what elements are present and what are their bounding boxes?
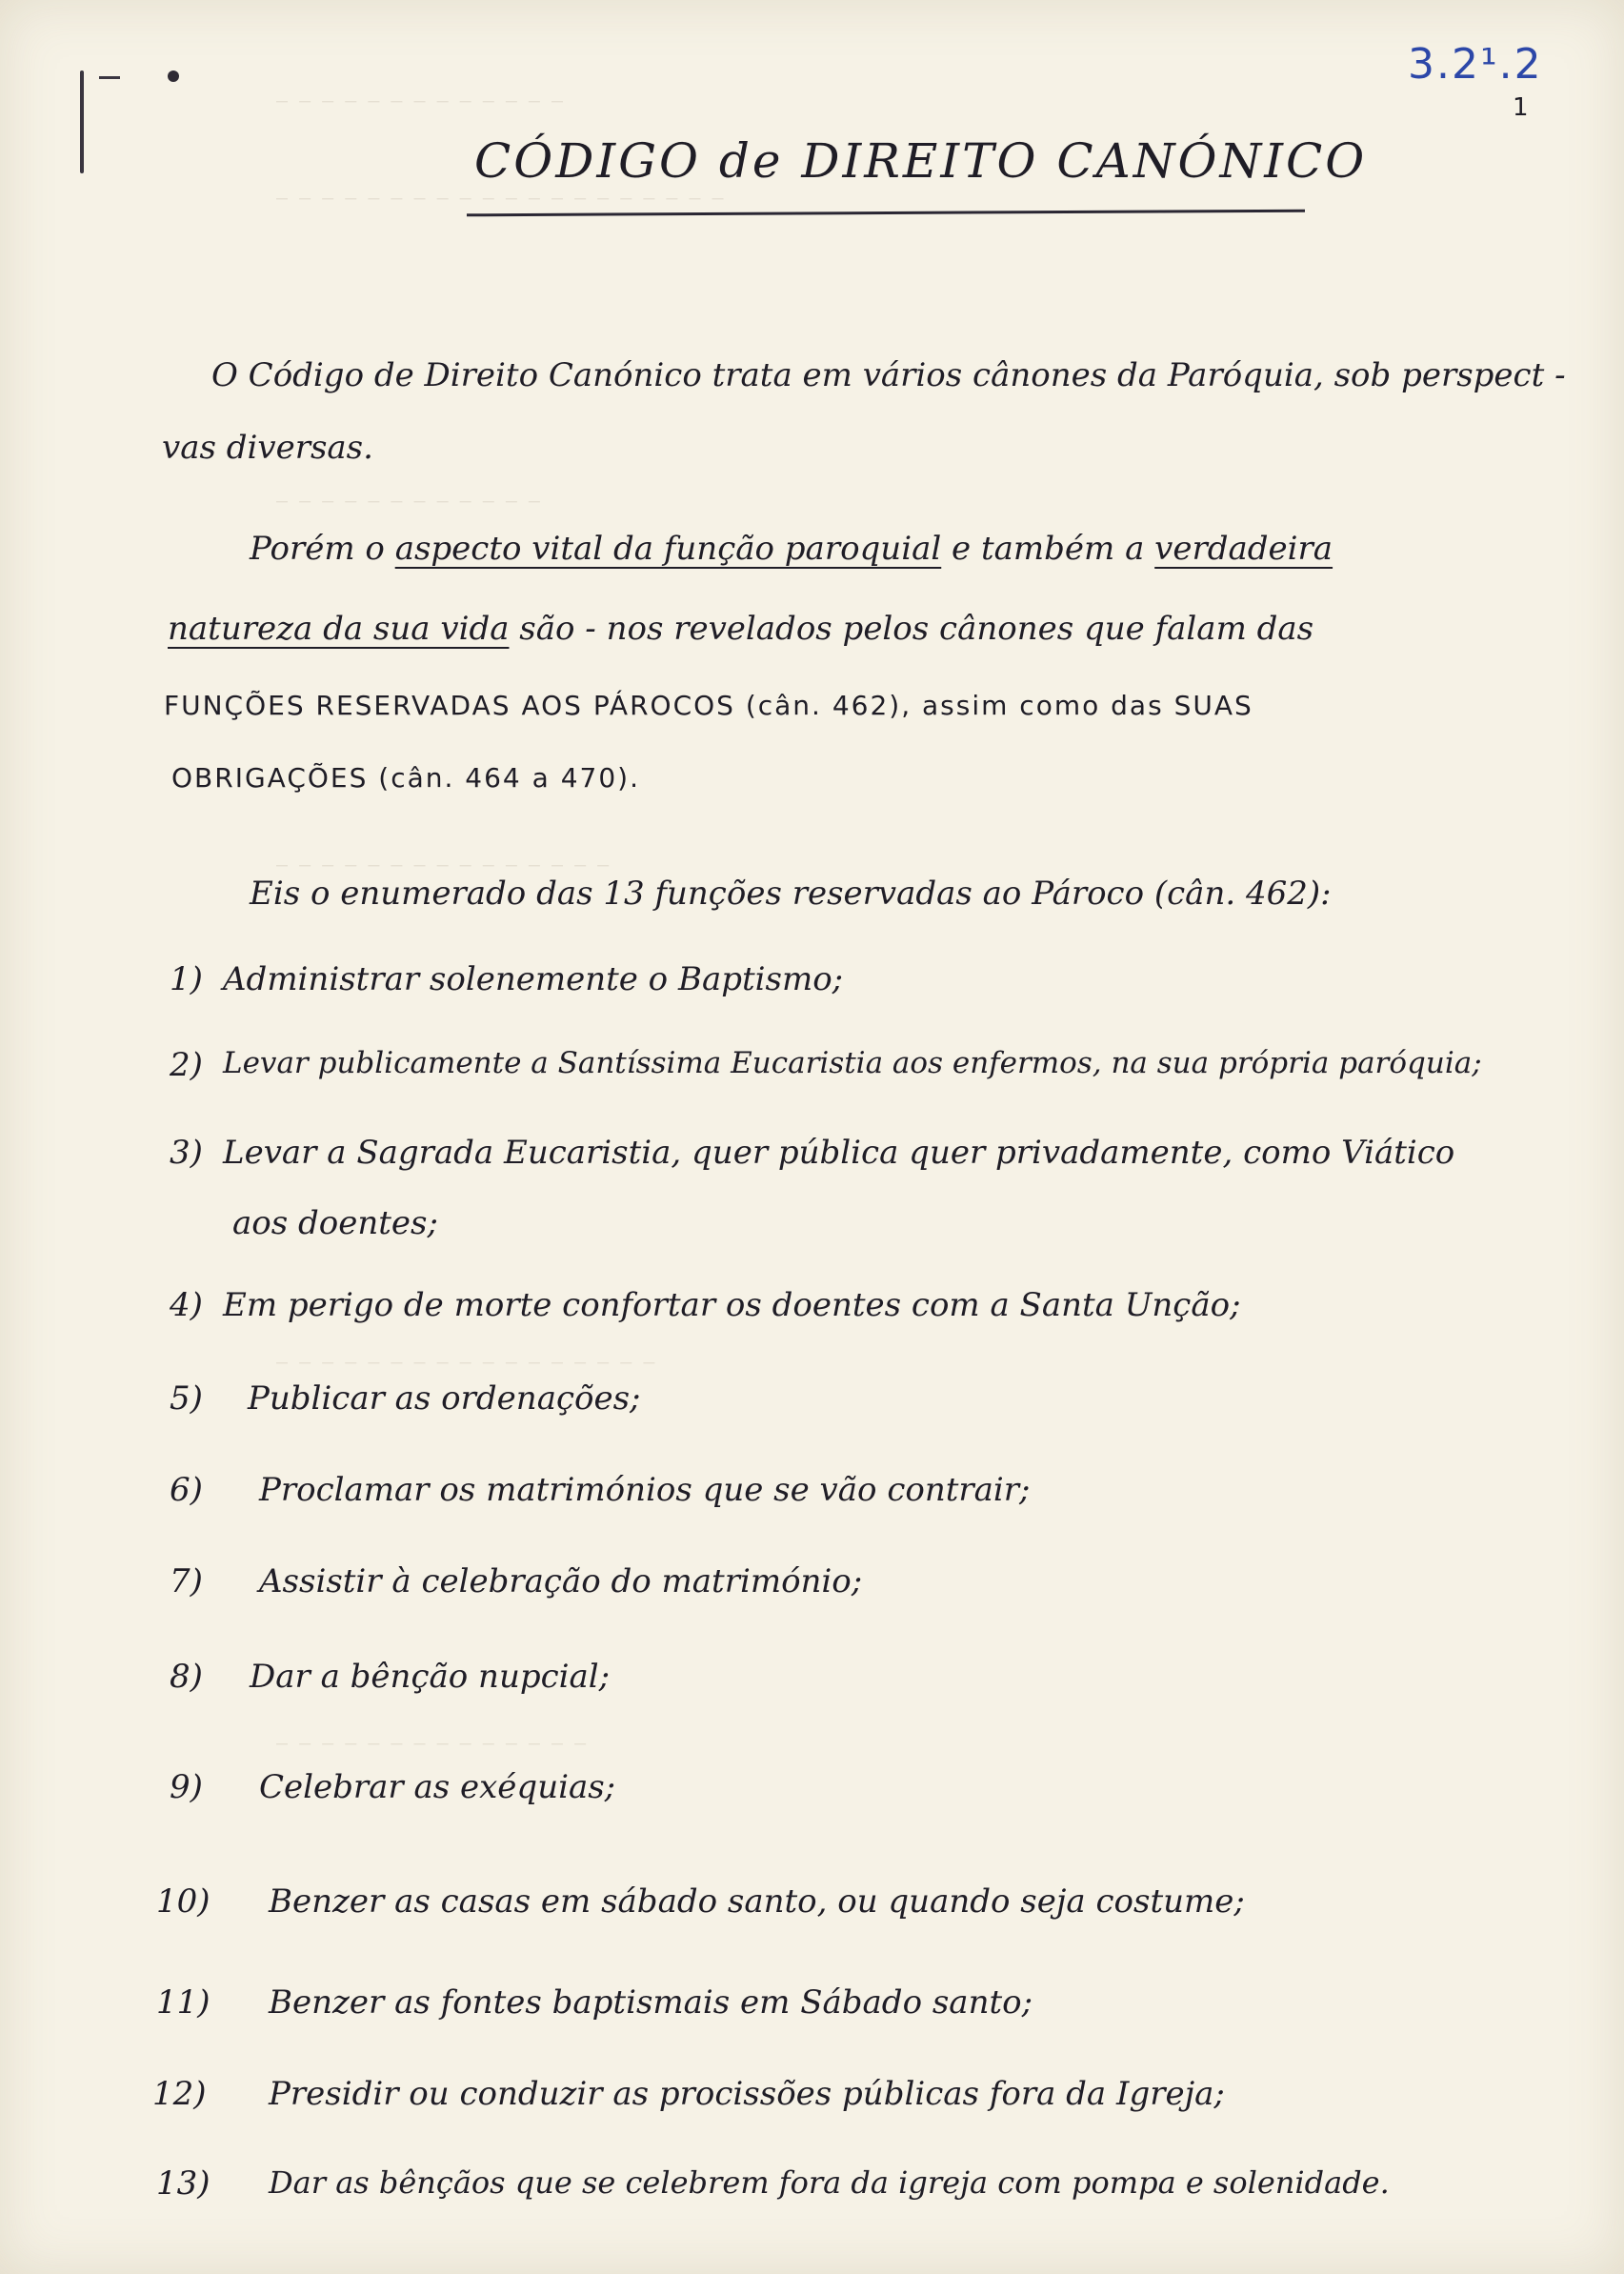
list-item: Proclamar os matrimónios que se vão contrair; [259,1471,1031,1509]
bleed-through-text: — — — — — — — — — — — — — — [276,1734,587,1757]
list-item: Levar a Sagrada Eucaristia, quer pública quer privadamente, como Viático [223,1134,1455,1172]
list-intro: Eis o enumerado das 13 funções reservadas ao Pároco (cân. 462): [250,875,1332,913]
bleed-through-text: — — — — — — — — — — — — — — — [276,855,610,878]
list-number: 2) [170,1046,203,1084]
list-number: 9) [170,1768,203,1806]
list-item: Benzer as casas em sábado santo, ou quando seja costume; [269,1882,1245,1921]
list-item: Presidir ou conduzir as procissões públicas fora da Igreja; [269,2075,1225,2113]
list-number: 7) [170,1562,203,1600]
list-number: 4) [170,1286,203,1324]
punch-hole [168,70,179,82]
list-number: 5) [170,1379,203,1418]
underlined-phrase: aspecto vital da função paroquial [394,530,942,568]
list-item: Dar a bênção nupcial; [250,1658,611,1696]
list-number: 1) [170,960,203,998]
list-number: 8) [170,1658,203,1696]
binding-dash [99,76,120,79]
list-item: Benzer as fontes baptismais em Sábado santo; [269,1983,1033,2022]
archive-reference: 3.2¹.2 [1408,40,1543,89]
intro-line-2: vas diversas. [162,429,373,467]
page-number: 1 [1513,93,1529,122]
underlined-phrase: natureza da sua vida [168,610,510,648]
paragraph-2-line-4: OBRIGAÇÕES (cân. 464 a 470). [171,762,640,794]
list-item: Celebrar as exéquias; [259,1768,616,1806]
list-item: Levar publicamente a Santíssima Eucaristia aos enfermos, na sua própria paróquia; [223,1046,1482,1080]
bleed-through-text: — — — — — — — — — — — — — — — — — [276,1353,655,1376]
text-fragment: Porém o [250,530,385,568]
underlined-phrase: verdadeira [1154,530,1333,568]
list-item-continuation: aos doentes; [232,1204,438,1242]
list-number: 11) [156,1983,211,2022]
bleed-through-text: — — — — — — — — — — — — — — — — — — — — [276,189,724,211]
binding-mark [80,70,84,173]
bleed-through-text: — — — — — — — — — — — — [276,492,540,514]
list-item: Publicar as ordenações; [248,1379,641,1418]
list-number: 13) [156,2164,211,2203]
text-fragment: e também a [952,530,1145,568]
list-number: 12) [152,2075,207,2113]
list-number: 10) [156,1882,211,1921]
paragraph-2-line-2 [168,610,1313,648]
list-item: Assistir à celebração do matrimónio; [259,1562,863,1600]
list-item: Dar as bênçãos que se celebrem fora da igreja com pompa e solenidade. [269,2164,1390,2201]
paragraph-2-line-1 [250,530,1333,568]
bleed-through-text: — — — — — — — — — — — — — [276,91,564,114]
list-item: Administrar solenemente o Baptismo; [223,960,844,998]
intro-line-1: O Código de Direito Canónico trata em vários cânones da Paróquia, sob perspect - [211,356,1566,394]
list-number: 6) [170,1471,203,1509]
page-title: CÓDIGO de DIREITO CANÓNICO [474,133,1368,189]
text-fragment: são - nos revelados pelos cânones que falam das [519,610,1314,648]
paragraph-2-line-3: FUNÇÕES RESERVADAS AOS PÁROCOS (cân. 462), assim como das SUAS [164,690,1253,721]
list-item: Em perigo de morte confortar os doentes com a Santa Unção; [223,1286,1241,1324]
list-number: 3) [170,1134,203,1172]
